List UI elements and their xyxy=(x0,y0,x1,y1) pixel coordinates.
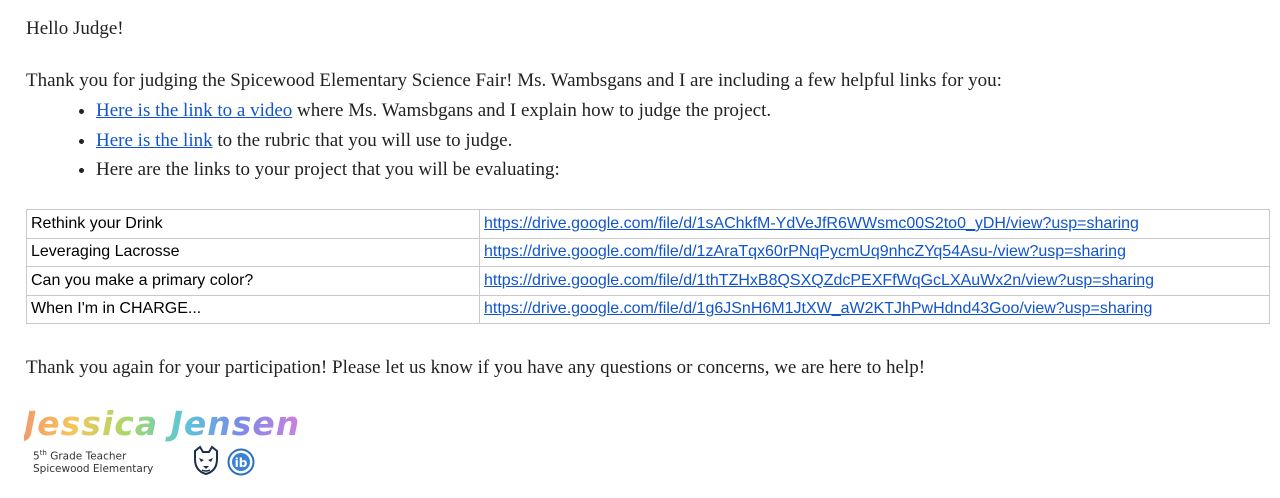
signature-school: Spicewood Elementary xyxy=(33,463,154,475)
intro-paragraph: Thank you for judging the Spicewood Elementary Science Fair! Ms. Wambsgans and I are including a few helpful links for you: xyxy=(26,70,1002,91)
rubric-link[interactable]: Here is the link xyxy=(96,129,213,151)
list-item-rubric xyxy=(96,126,1270,156)
email-signature xyxy=(24,404,301,480)
greeting: Hello Judge! xyxy=(26,18,124,39)
video-link[interactable]: Here is the link to a video xyxy=(96,100,293,121)
project-url-cell xyxy=(480,267,1270,296)
project-url-link[interactable]: https://drive.google.com/file/d/1thTZHxB8QSXQZdcPEXFfWqGcLXAuWx2n/view?usp=sharing xyxy=(484,271,1155,289)
project-url-link[interactable]: https://drive.google.com/file/d/1zAraTqx60rPNqPycmUq9nhcZYq54Asu-/view?usp=sharing xyxy=(484,243,1126,261)
helpful-links-list xyxy=(26,96,1270,185)
ib-logo-text: ib xyxy=(234,456,248,470)
signature-title xyxy=(33,449,126,463)
table-row xyxy=(27,295,1270,324)
spacer xyxy=(26,44,1270,66)
rubric-link-description: to the rubric that you will use to judge. xyxy=(212,129,513,151)
video-link-description: where Ms. Wamsbgans and I explain how to judge the project. xyxy=(292,100,772,121)
project-url-cell xyxy=(480,210,1270,239)
projects-table xyxy=(26,209,1270,324)
closing-paragraph: Thank you again for your participation! Please let us know if you have any questions or concerns, we are here to help! xyxy=(26,357,926,378)
email-body xyxy=(26,14,1270,185)
signature-name: Jessica Jensen xyxy=(24,404,301,443)
signature-grade-number: 5 xyxy=(33,450,40,463)
projects-intro-text: Here are the links to your project that you will be evaluating: xyxy=(96,159,560,180)
signature-grade-text: Grade Teacher xyxy=(46,450,127,463)
project-url-link[interactable]: https://drive.google.com/file/d/1g6JSnH6M1JtXW_aW2KTJhPwHdnd43Goo/view?usp=sharing xyxy=(484,300,1153,318)
signature-grade-suffix: th xyxy=(39,449,47,457)
table-row xyxy=(27,238,1270,267)
table-row xyxy=(27,210,1270,239)
project-name-cell: Can you make a primary color? xyxy=(27,267,480,296)
project-name-cell: Leveraging Lacrosse xyxy=(27,238,480,267)
project-name-cell: Rethink your Drink xyxy=(27,210,480,239)
project-name-cell: When I'm in CHARGE... xyxy=(27,295,480,324)
list-item-video xyxy=(96,96,1270,126)
list-item-projects xyxy=(96,155,1270,185)
project-url-cell xyxy=(480,238,1270,267)
table-row xyxy=(27,267,1270,296)
ib-logo-icon xyxy=(227,448,255,476)
panther-mascot-icon xyxy=(190,444,222,476)
project-url-cell xyxy=(480,295,1270,324)
projects-table-wrapper xyxy=(26,209,1270,324)
project-url-link[interactable]: https://drive.google.com/file/d/1sAChkfM-YdVeJfR6WWsmc00S2to0_yDH/view?usp=sharing xyxy=(484,214,1139,232)
